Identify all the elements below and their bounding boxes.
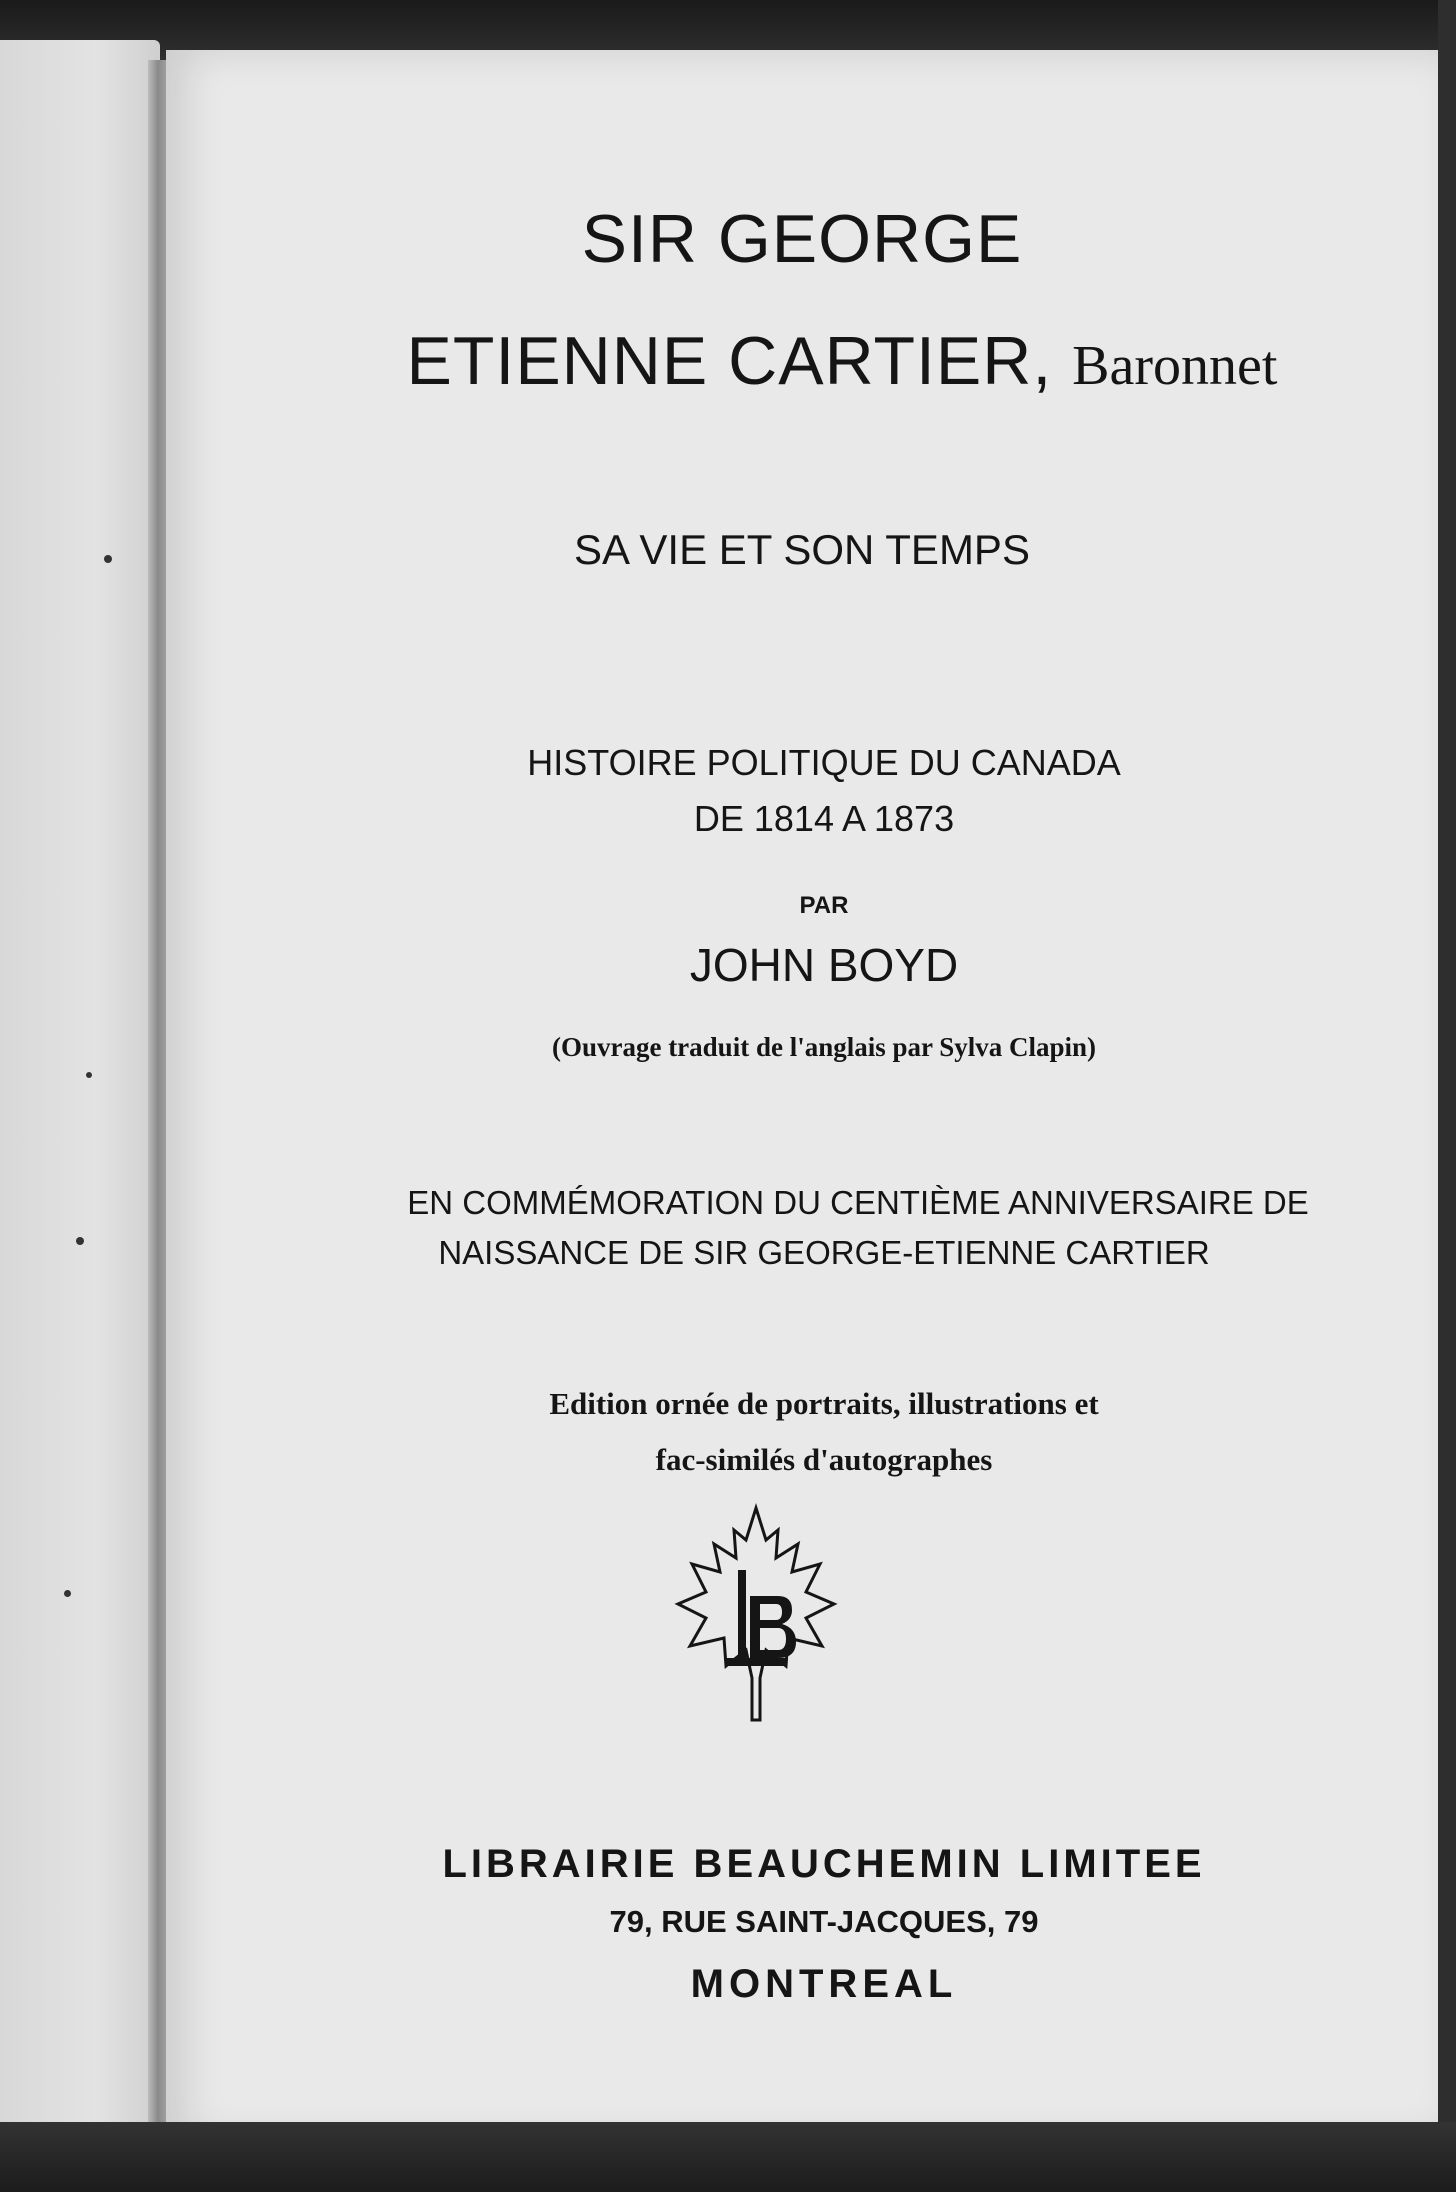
book-title-line-1: SIR GEORGE [581,201,1023,277]
book-title-suffix: Baronnet [1072,335,1278,397]
book-title-line-2 [206,322,1456,400]
book-title-name: ETIENNE CARTIER, [406,323,1053,399]
page-speck [104,555,112,563]
publisher-name: LIBRAIRIE BEAUCHEMIN LIMITEE [442,1842,1206,1886]
edition-line-1: Edition ornée de portraits, illustrations et [549,1386,1099,1421]
page-speck [76,1237,84,1245]
commemoration-line-2: NAISSANCE DE SIR GEORGE-ETIENNE CARTIER [438,1234,1210,1271]
history-line-2: DE 1814 A 1873 [693,798,955,839]
page-speck [86,1072,92,1078]
facing-page [0,40,160,2140]
translation-note: (Ouvrage traduit de l'anglais par Sylva Clapin) [551,1032,1097,1062]
edition-line-2: fac-similés d'autographes [655,1442,993,1477]
title-page [166,50,1438,2140]
book-subtitle: SA VIE ET SON TEMPS [574,526,1030,573]
byline-par: PAR [799,892,849,919]
author-name: JOHN BOYD [689,939,959,991]
publisher-address: 79, RUE SAINT-JACQUES, 79 [609,1904,1039,1939]
scan-border-bottom [0,2122,1456,2192]
page-speck [64,1590,71,1597]
publisher-city: MONTREAL [690,1962,958,2006]
commemoration-line-1: EN COMMÉMORATION DU CENTIÈME ANNIVERSAIRE DE [407,1184,1309,1221]
scan-border-right [1438,0,1456,2192]
history-line-1: HISTOIRE POLITIQUE DU CANADA [527,742,1121,783]
maple-leaf-lb-monogram-icon [666,1500,846,1730]
